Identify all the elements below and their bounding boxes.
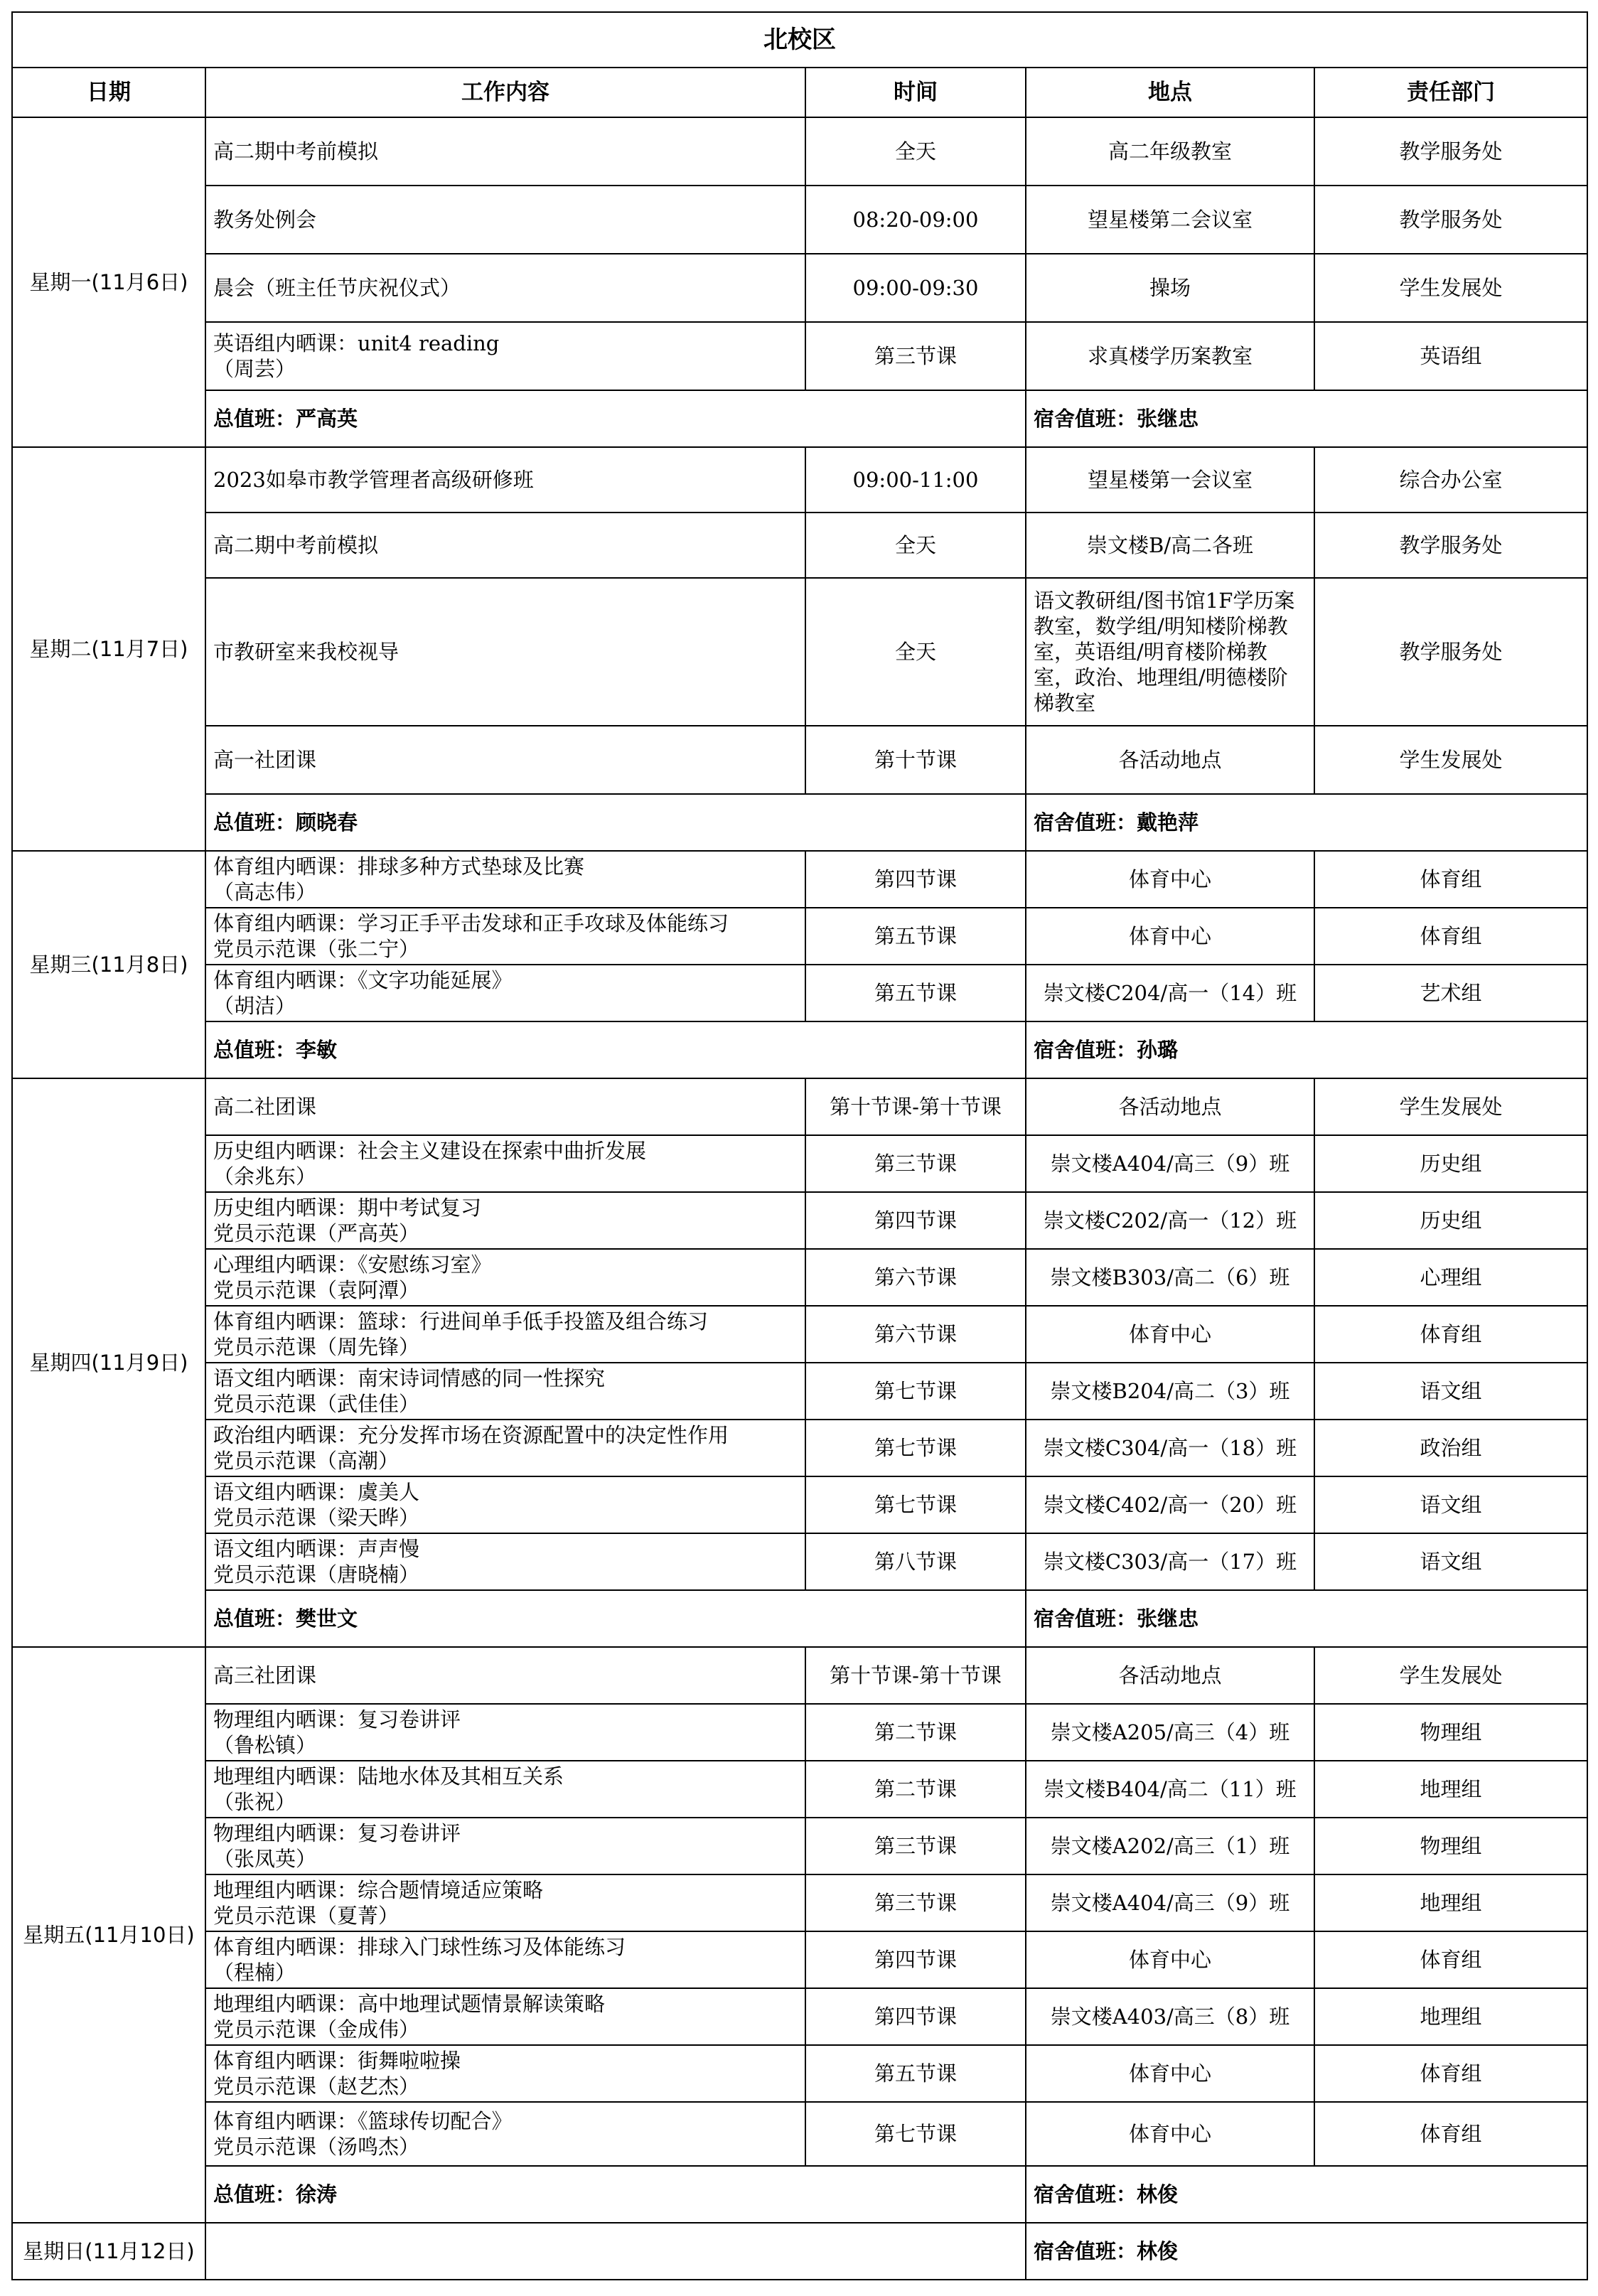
campus-title: 北校区	[12, 12, 1587, 68]
work-content: 高二期中考前模拟	[205, 513, 805, 578]
table-row	[12, 447, 1587, 513]
work-place: 体育中心	[1026, 1931, 1314, 1988]
work-content: 物理组内晒课：复习卷讲评 （张凤英）	[205, 1818, 805, 1874]
table-row	[12, 1420, 1587, 1476]
work-content: 语文组内晒课：南宋诗词情感的同一性探究 党员示范课（武佳佳）	[205, 1363, 805, 1420]
table-row	[12, 2045, 1587, 2102]
dorm-duty: 宿舍值班：孙璐	[1026, 1021, 1587, 1078]
work-content: 体育组内晒课：篮球：行进间单手低手投篮及组合练习 党员示范课（周先锋）	[205, 1306, 805, 1363]
table-row	[12, 1988, 1587, 2045]
header-date: 日期	[12, 68, 205, 117]
work-place: 崇文楼C202/高一（12）班	[1026, 1192, 1314, 1249]
work-content: 地理组内晒课：高中地理试题情景解读策略 党员示范课（金成伟）	[205, 1988, 805, 2045]
work-content: 历史组内晒课：社会主义建设在探索中曲折发展 （余兆东）	[205, 1135, 805, 1192]
work-time: 第六节课	[805, 1249, 1026, 1306]
empty-cell	[205, 2223, 1026, 2280]
sunday-row	[12, 2223, 1587, 2280]
work-content: 历史组内晒课：期中考试复习 党员示范课（严高英）	[205, 1192, 805, 1249]
table-row	[12, 2102, 1587, 2166]
work-place: 崇文楼B303/高二（6）班	[1026, 1249, 1314, 1306]
dorm-duty: 宿舍值班：张继忠	[1026, 1590, 1587, 1647]
work-place: 崇文楼C204/高一（14）班	[1026, 965, 1314, 1021]
work-time: 第七节课	[805, 1363, 1026, 1420]
responsible-dept: 语文组	[1314, 1533, 1587, 1590]
responsible-dept: 教学服务处	[1314, 186, 1587, 254]
table-row	[12, 1874, 1587, 1931]
responsible-dept: 英语组	[1314, 322, 1587, 390]
work-place: 操场	[1026, 254, 1314, 322]
schedule-table	[11, 11, 1588, 2280]
work-place: 体育中心	[1026, 2102, 1314, 2166]
day-label: 星期五(11月10日)	[12, 1647, 205, 2223]
work-time: 第十节课-第十节课	[805, 1647, 1026, 1704]
day-label: 星期四(11月9日)	[12, 1078, 205, 1647]
table-row	[12, 726, 1587, 794]
responsible-dept: 体育组	[1314, 1306, 1587, 1363]
table-row	[12, 254, 1587, 322]
work-content: 体育组内晒课：学习正手平击发球和正手攻球及体能练习 党员示范课（张二宁）	[205, 908, 805, 965]
responsible-dept: 地理组	[1314, 1988, 1587, 2045]
general-duty: 总值班：徐涛	[205, 2166, 1026, 2223]
table-row	[12, 1363, 1587, 1420]
work-place: 语文教研组/图书馆1F学历案教室，数学组/明知楼阶梯教室，英语组/明育楼阶梯教室，政治、地理组/明德楼阶梯教室	[1026, 578, 1314, 726]
table-row	[12, 578, 1587, 726]
work-time: 09:00-09:30	[805, 254, 1026, 322]
duty-row	[12, 390, 1587, 447]
work-time: 第四节课	[805, 1192, 1026, 1249]
dorm-duty: 宿舍值班：林俊	[1026, 2223, 1587, 2280]
table-row	[12, 1761, 1587, 1818]
work-content: 语文组内晒课：虞美人 党员示范课（梁天晔）	[205, 1476, 805, 1533]
work-content: 高一社团课	[205, 726, 805, 794]
responsible-dept: 语文组	[1314, 1363, 1587, 1420]
table-row	[12, 851, 1587, 908]
general-duty: 总值班：顾晓春	[205, 794, 1026, 851]
work-time: 第五节课	[805, 908, 1026, 965]
work-place: 崇文楼A202/高三（1）班	[1026, 1818, 1314, 1874]
table-row	[12, 322, 1587, 390]
responsible-dept: 体育组	[1314, 2045, 1587, 2102]
work-content: 市教研室来我校视导	[205, 578, 805, 726]
responsible-dept: 学生发展处	[1314, 1078, 1587, 1135]
work-time: 第八节课	[805, 1533, 1026, 1590]
general-duty: 总值班：严高英	[205, 390, 1026, 447]
responsible-dept: 综合办公室	[1314, 447, 1587, 513]
work-content: 地理组内晒课：综合题情境适应策略 党员示范课（夏菁）	[205, 1874, 805, 1931]
table-row	[12, 965, 1587, 1021]
responsible-dept: 体育组	[1314, 2102, 1587, 2166]
work-content: 物理组内晒课：复习卷讲评 （鲁松镇）	[205, 1704, 805, 1761]
general-duty: 总值班：樊世文	[205, 1590, 1026, 1647]
work-content: 高三社团课	[205, 1647, 805, 1704]
work-place: 崇文楼A404/高三（9）班	[1026, 1874, 1314, 1931]
responsible-dept: 地理组	[1314, 1874, 1587, 1931]
work-place: 崇文楼A205/高三（4）班	[1026, 1704, 1314, 1761]
table-row	[12, 186, 1587, 254]
work-place: 体育中心	[1026, 908, 1314, 965]
work-content: 政治组内晒课：充分发挥市场在资源配置中的决定性作用 党员示范课（高潮）	[205, 1420, 805, 1476]
work-time: 第七节课	[805, 1420, 1026, 1476]
work-content: 2023如皋市教学管理者高级研修班	[205, 447, 805, 513]
work-content: 心理组内晒课：《安慰练习室》 党员示范课（袁阿潭）	[205, 1249, 805, 1306]
responsible-dept: 心理组	[1314, 1249, 1587, 1306]
responsible-dept: 历史组	[1314, 1192, 1587, 1249]
responsible-dept: 学生发展处	[1314, 726, 1587, 794]
work-place: 崇文楼B204/高二（3）班	[1026, 1363, 1314, 1420]
general-duty: 总值班：李敏	[205, 1021, 1026, 1078]
work-time: 第二节课	[805, 1761, 1026, 1818]
work-time: 第十节课-第十节课	[805, 1078, 1026, 1135]
work-content: 体育组内晒课：排球入门球性练习及体能练习 （程楠）	[205, 1931, 805, 1988]
table-row	[12, 1078, 1587, 1135]
work-time: 全天	[805, 513, 1026, 578]
header-content: 工作内容	[205, 68, 805, 117]
work-time: 第四节课	[805, 851, 1026, 908]
table-row	[12, 1647, 1587, 1704]
work-time: 第四节课	[805, 1988, 1026, 2045]
work-content: 英语组内晒课：unit4 reading （周芸）	[205, 322, 805, 390]
responsible-dept: 教学服务处	[1314, 117, 1587, 186]
work-place: 崇文楼A403/高三（8）班	[1026, 1988, 1314, 2045]
work-place: 各活动地点	[1026, 1647, 1314, 1704]
dorm-duty: 宿舍值班：张继忠	[1026, 390, 1587, 447]
work-time: 第四节课	[805, 1931, 1026, 1988]
work-place: 体育中心	[1026, 851, 1314, 908]
table-row	[12, 1704, 1587, 1761]
work-time: 第五节课	[805, 2045, 1026, 2102]
work-content: 体育组内晒课：排球多种方式垫球及比赛 （高志伟）	[205, 851, 805, 908]
work-content: 地理组内晒课：陆地水体及其相互关系 （张祝）	[205, 1761, 805, 1818]
work-place: 望星楼第二会议室	[1026, 186, 1314, 254]
work-content: 体育组内晒课：《文字功能延展》 （胡洁）	[205, 965, 805, 1021]
work-time: 第六节课	[805, 1306, 1026, 1363]
dorm-duty: 宿舍值班：戴艳萍	[1026, 794, 1587, 851]
work-time: 第十节课	[805, 726, 1026, 794]
work-content: 体育组内晒课：《篮球传切配合》 党员示范课（汤鸣杰）	[205, 2102, 805, 2166]
day-label: 星期三(11月8日)	[12, 851, 205, 1078]
work-place: 崇文楼C304/高一（18）班	[1026, 1420, 1314, 1476]
responsible-dept: 政治组	[1314, 1420, 1587, 1476]
day-label: 星期二(11月7日)	[12, 447, 205, 851]
header-place: 地点	[1026, 68, 1314, 117]
work-content: 语文组内晒课：声声慢 党员示范课（唐晓楠）	[205, 1533, 805, 1590]
responsible-dept: 体育组	[1314, 908, 1587, 965]
responsible-dept: 物理组	[1314, 1704, 1587, 1761]
dorm-duty: 宿舍值班：林俊	[1026, 2166, 1587, 2223]
work-time: 第五节课	[805, 965, 1026, 1021]
responsible-dept: 学生发展处	[1314, 1647, 1587, 1704]
day-label: 星期日(11月12日)	[12, 2223, 205, 2280]
header-dept: 责任部门	[1314, 68, 1587, 117]
work-time: 第三节课	[805, 322, 1026, 390]
day-label: 星期一(11月6日)	[12, 117, 205, 447]
work-place: 崇文楼B404/高二（11）班	[1026, 1761, 1314, 1818]
table-row	[12, 1533, 1587, 1590]
work-place: 高二年级教室	[1026, 117, 1314, 186]
work-time: 第三节课	[805, 1818, 1026, 1874]
work-time: 第七节课	[805, 2102, 1026, 2166]
responsible-dept: 地理组	[1314, 1761, 1587, 1818]
responsible-dept: 教学服务处	[1314, 578, 1587, 726]
table-row	[12, 1931, 1587, 1988]
work-time: 09:00-11:00	[805, 447, 1026, 513]
work-place: 体育中心	[1026, 2045, 1314, 2102]
work-place: 体育中心	[1026, 1306, 1314, 1363]
responsible-dept: 体育组	[1314, 1931, 1587, 1988]
responsible-dept: 物理组	[1314, 1818, 1587, 1874]
work-content: 晨会（班主任节庆祝仪式）	[205, 254, 805, 322]
responsible-dept: 教学服务处	[1314, 513, 1587, 578]
responsible-dept: 学生发展处	[1314, 254, 1587, 322]
work-time: 第三节课	[805, 1135, 1026, 1192]
responsible-dept: 语文组	[1314, 1476, 1587, 1533]
table-row	[12, 1476, 1587, 1533]
responsible-dept: 艺术组	[1314, 965, 1587, 1021]
work-time: 第三节课	[805, 1874, 1026, 1931]
duty-row	[12, 1021, 1587, 1078]
work-place: 崇文楼C402/高一（20）班	[1026, 1476, 1314, 1533]
table-row	[12, 1249, 1587, 1306]
table-row	[12, 1818, 1587, 1874]
work-place: 崇文楼A404/高三（9）班	[1026, 1135, 1314, 1192]
header-time: 时间	[805, 68, 1026, 117]
work-content: 体育组内晒课：街舞啦啦操 党员示范课（赵艺杰）	[205, 2045, 805, 2102]
table-row	[12, 513, 1587, 578]
work-content: 教务处例会	[205, 186, 805, 254]
responsible-dept: 历史组	[1314, 1135, 1587, 1192]
table-row	[12, 1306, 1587, 1363]
work-time: 全天	[805, 117, 1026, 186]
work-time: 第二节课	[805, 1704, 1026, 1761]
work-content: 高二期中考前模拟	[205, 117, 805, 186]
work-content: 高二社团课	[205, 1078, 805, 1135]
work-place: 各活动地点	[1026, 1078, 1314, 1135]
work-place: 望星楼第一会议室	[1026, 447, 1314, 513]
work-place: 求真楼学历案教室	[1026, 322, 1314, 390]
work-time: 第七节课	[805, 1476, 1026, 1533]
work-place: 崇文楼C303/高一（17）班	[1026, 1533, 1314, 1590]
work-place: 各活动地点	[1026, 726, 1314, 794]
work-place: 崇文楼B/高二各班	[1026, 513, 1314, 578]
responsible-dept: 体育组	[1314, 851, 1587, 908]
table-row	[12, 1135, 1587, 1192]
table-row	[12, 908, 1587, 965]
table-row	[12, 117, 1587, 186]
work-time: 08:20-09:00	[805, 186, 1026, 254]
table-row	[12, 1192, 1587, 1249]
duty-row	[12, 794, 1587, 851]
duty-row	[12, 2166, 1587, 2223]
work-time: 全天	[805, 578, 1026, 726]
duty-row	[12, 1590, 1587, 1647]
